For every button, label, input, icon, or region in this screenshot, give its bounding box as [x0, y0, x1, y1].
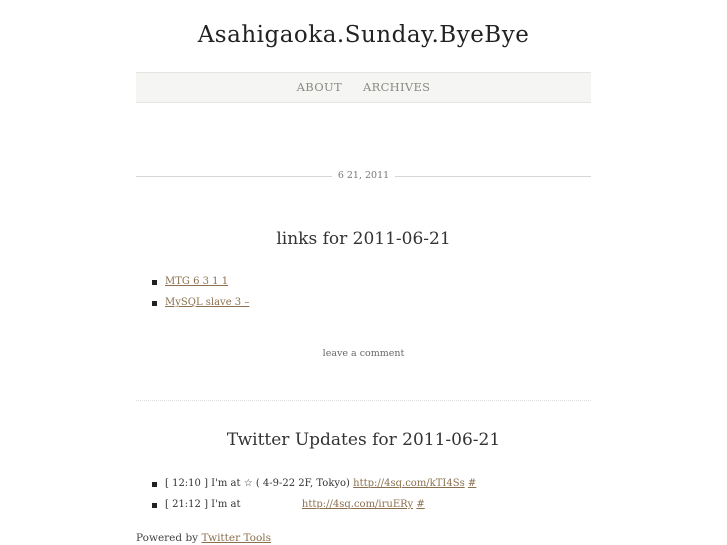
tweet-text: I'm at — [211, 499, 241, 510]
list-item — [152, 275, 457, 296]
tweet-text: I'm at ☆ ( 4-9-22 2F, Tokyo) — [211, 478, 350, 489]
powered-by — [136, 532, 271, 544]
tweets-list — [152, 477, 476, 519]
post-date: 6 21, 2011 — [337, 170, 390, 181]
tweet-permalink[interactable]: # — [416, 499, 425, 510]
leave-comment-link[interactable]: leave a comment — [322, 348, 405, 359]
powered-by-text: Powered by — [136, 532, 199, 544]
post-date-row — [136, 168, 591, 184]
tweet-url[interactable]: http://4sq.com/kTI4Ss — [353, 478, 465, 489]
post-divider — [136, 400, 591, 401]
list-item — [152, 498, 476, 519]
link-item-2[interactable]: MySQL slave 3 – — [165, 297, 250, 308]
nav-archives[interactable]: ARCHIVES — [363, 80, 431, 94]
site-title[interactable]: Asahigaoka.Sunday.ByeBye — [197, 22, 530, 48]
list-item — [152, 477, 476, 498]
post-title-twitter[interactable]: Twitter Updates for 2011-06-21 — [226, 430, 501, 450]
bullet-icon — [152, 280, 157, 285]
bullet-icon — [152, 301, 157, 306]
bullet-icon — [152, 482, 157, 487]
bullet-icon — [152, 503, 157, 508]
tweet-time: [ 21:12 ] — [165, 499, 208, 510]
post-title-links[interactable]: links for 2011-06-21 — [276, 229, 451, 249]
tweet-url[interactable]: http://4sq.com/iruERy — [301, 499, 414, 510]
date-rule-right — [395, 176, 591, 177]
tweet-permalink[interactable]: # — [467, 478, 477, 489]
main-nav — [136, 72, 591, 103]
links-list — [152, 275, 457, 317]
link-item-1[interactable]: MTG 6 3 1 1 — [165, 276, 229, 287]
twitter-tools-link[interactable]: Twitter Tools — [201, 532, 272, 544]
nav-about[interactable]: ABOUT — [296, 80, 342, 94]
tweet-time: [ 12:10 ] — [165, 478, 208, 489]
list-item — [152, 296, 457, 317]
